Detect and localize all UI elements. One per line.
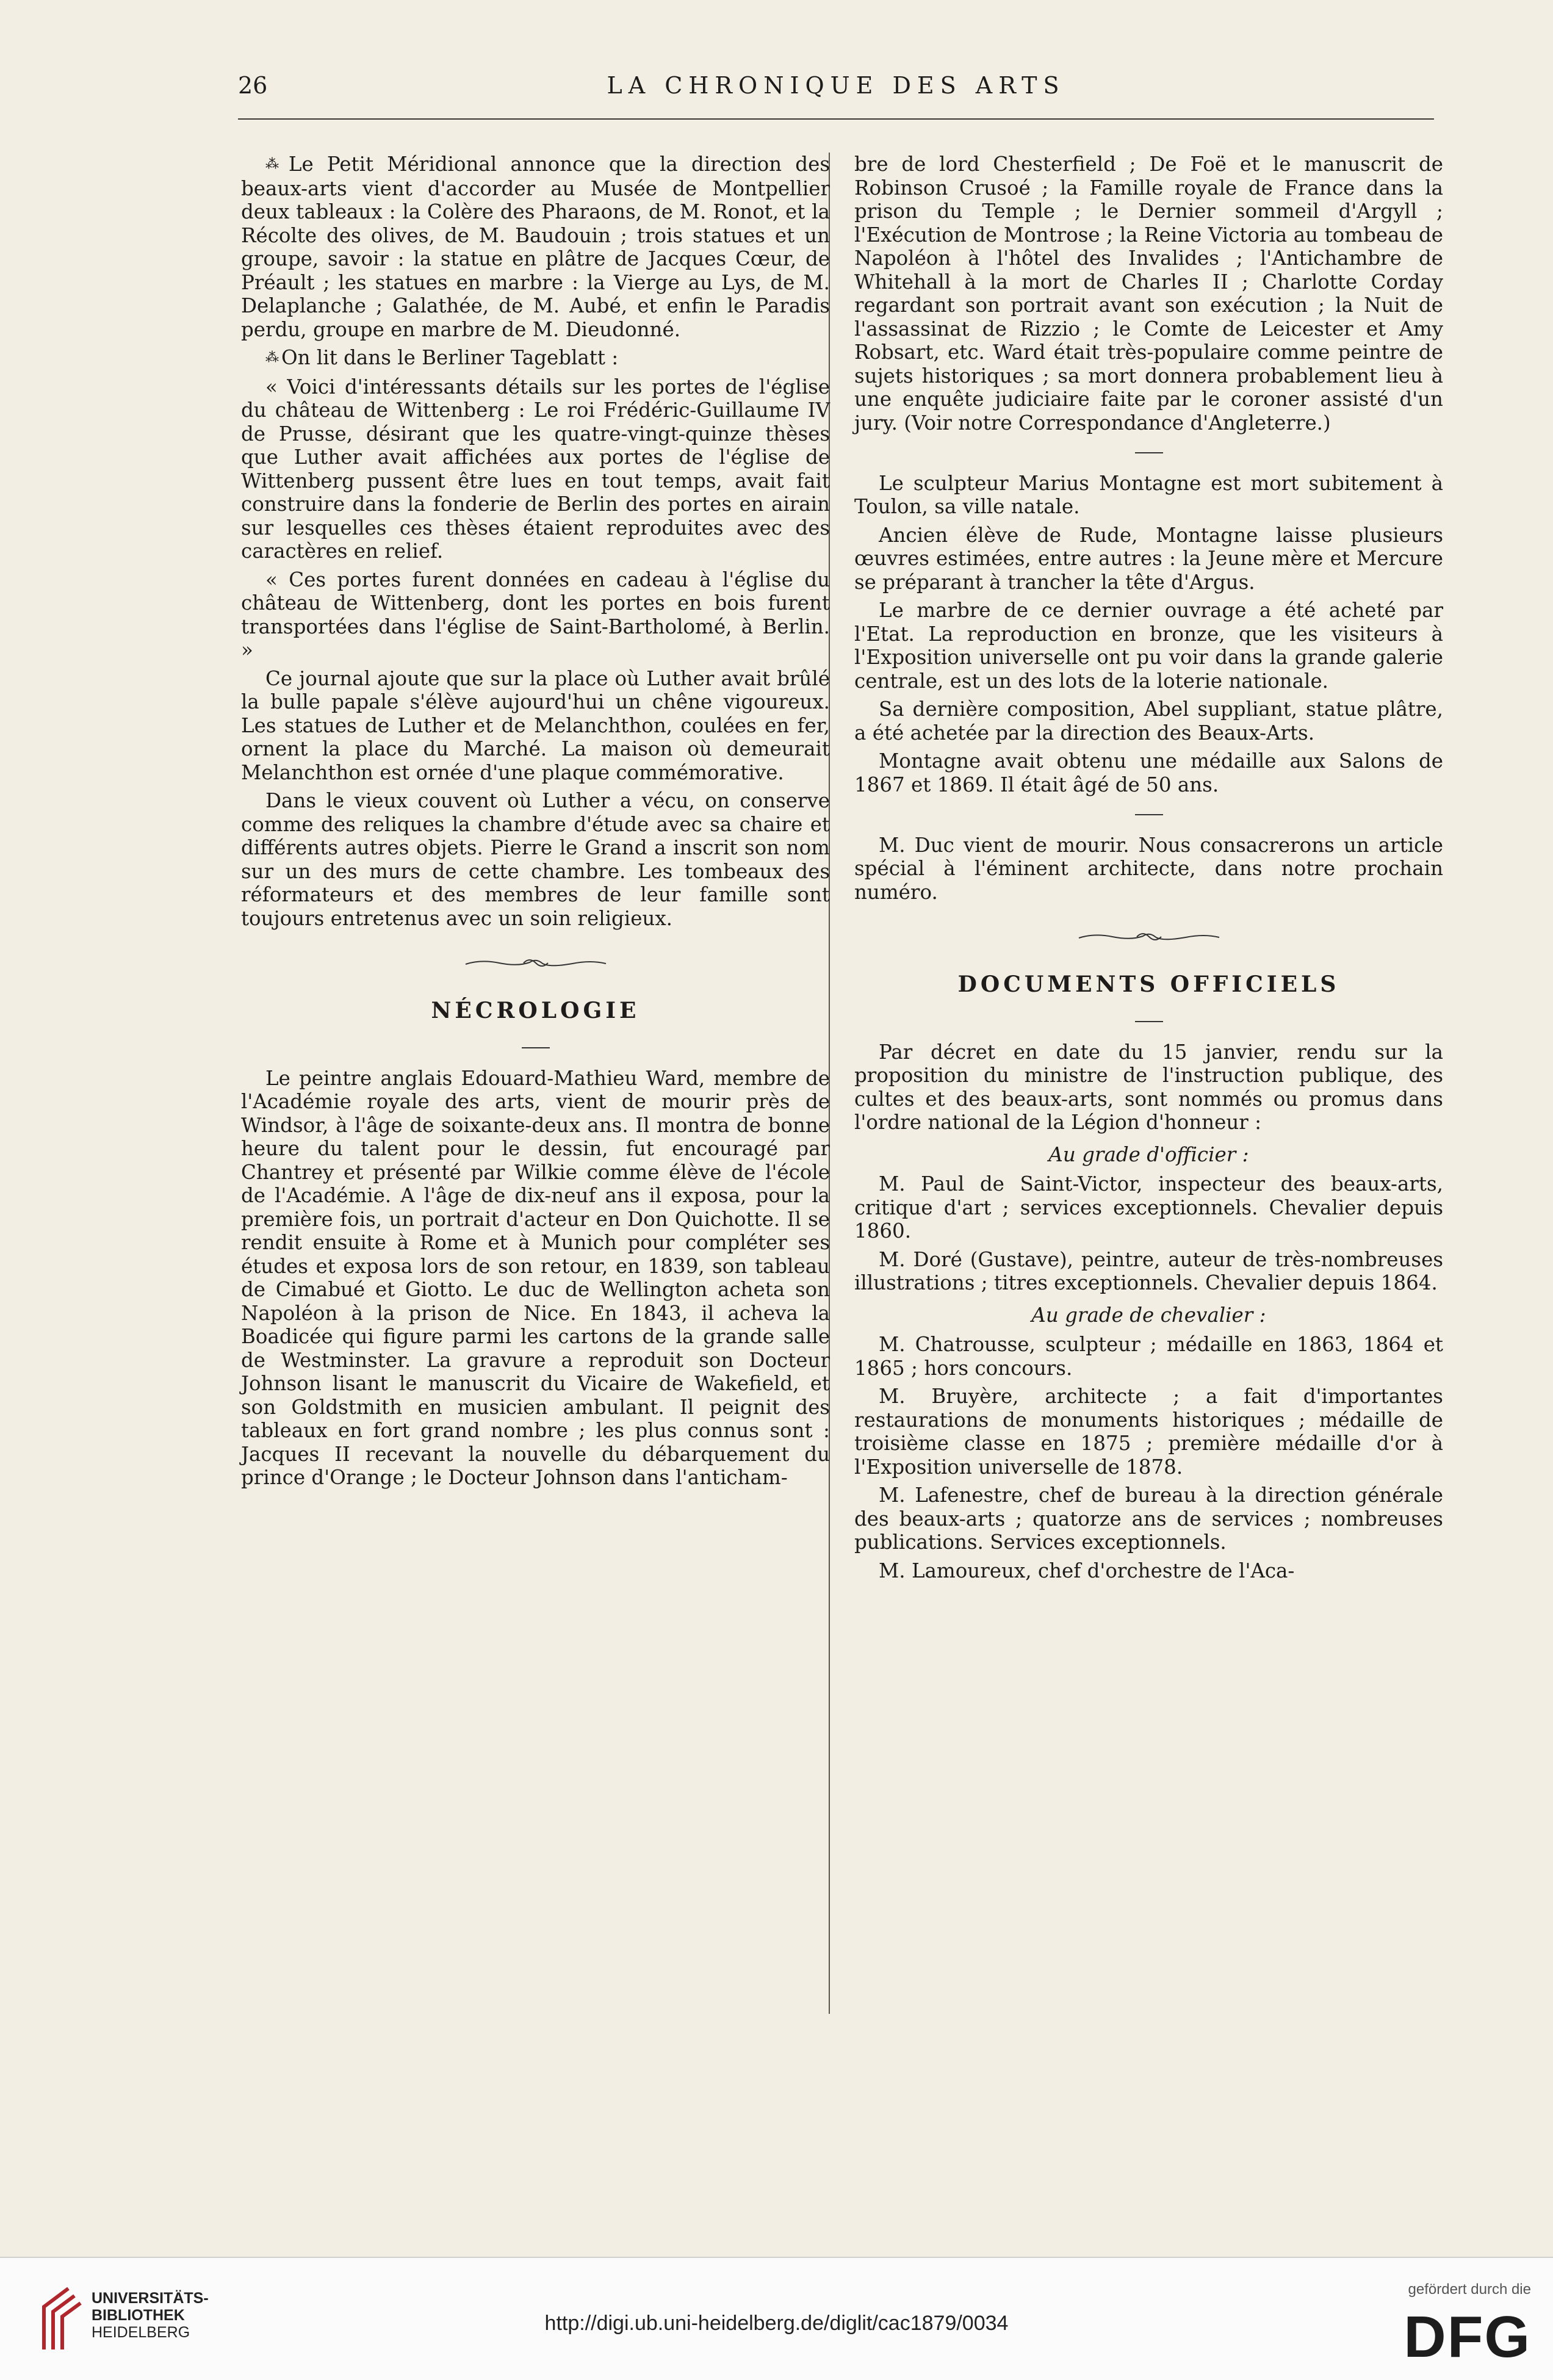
- subhead-chevalier: Au grade de chevalier :: [1031, 1303, 1266, 1327]
- chevalier-entry: M. Lafenestre, chef de bureau à la direction générale des beaux-arts ; quatorze ans de services ; nombreuses publications. Services exceptionnels.: [854, 1484, 1443, 1554]
- chevalier-entry: M. Bruyère, architecte ; a fait d'importantes restaurations de monuments historiques ; médaille de troisième classe en 1875 ; première médaille d'or à l'Exposition universelle de 1878.: [854, 1385, 1443, 1479]
- page-number: 26: [238, 72, 268, 99]
- divider-dash: [854, 439, 1443, 463]
- dfg-logo: DFG: [1403, 2304, 1531, 2370]
- news-item-berliner: ⁂ On lit dans le Berliner Tageblatt :: [265, 346, 619, 369]
- permalink-url[interactable]: http://digi.ub.uni-heidelberg.de/diglit/cac1879/0034: [544, 2312, 1009, 2335]
- digitization-footer: [0, 2257, 1553, 2380]
- asterism-icon: ⁂: [265, 157, 285, 172]
- left-column: [241, 153, 830, 1495]
- paragraph: Ce journal ajoute que sur la place où Luther avait brûlé la bulle papale s'élève aujourd'hui un chêne vigoureux. Les statues de Luther et de Melanchthon, coulées en fer, ornent la place du Marché. La maison où demeurait Melanchthon est ornée d'une plaque commémorative.: [241, 666, 830, 784]
- dfg-funding-label: gefördert durch die: [1408, 2281, 1531, 2298]
- duc-paragraph: M. Duc vient de mourir. Nous consacrerons un article spécial à l'éminent architecte, dans notre prochain numéro.: [854, 833, 1443, 904]
- paragraph: « Voici d'intéressants détails sur les portes de l'église du château de Wittenberg : Le roi Frédéric-Guillaume IV de Prusse, désirant que les quatre-vingt-quinze thèses que Luther avait affichées aux portes de l'église de Wittenberg pussent être lues en tout temps, avait fait construire dans la fonderie de Berlin des portes en airain sur lesquelles ces thèses étaient reproduites avec des caractères en relief.: [241, 375, 830, 563]
- chevalier-entry: M. Chatrousse, sculpteur ; médaille en 1863, 1864 et 1865 ; hors concours.: [854, 1333, 1443, 1380]
- divider-dash: [241, 1034, 830, 1058]
- flourish-ornament-icon: [854, 925, 1443, 948]
- divider-dash: [854, 801, 1443, 825]
- journal-title: LA CHRONIQUE DES ARTS: [607, 72, 1065, 99]
- ub-heidelberg-name: UNIVERSITÄTS- BIBLIOTHEK HEIDELBERG: [92, 2290, 209, 2341]
- header-rule: [238, 118, 1434, 120]
- news-item-montpellier: ⁂ Le Petit Méridional annonce que la direction des beaux-arts vient d'accorder au Musée de Montpellier deux tableaux : la Colère des Pharaons, de M. Ronot, et la Récolte des olives, de M. Baudouin ; trois statues et un groupe, savoir : la statue en plâtre de Jacques Cœur, de Préault ; les statues en marbre : la Vierge au Lys, de M. Delaplanche ; Galathée, de M. Aubé, et enfin le Paradis perdu, groupe en marbre de M. Dieudonné.: [241, 153, 831, 341]
- section-title-documents: DOCUMENTS OFFICIELS: [957, 971, 1340, 997]
- paragraph: « Ces portes furent données en cadeau à l'église du château de Wittenberg, dont les portes en bois furent transportées dans l'église de Saint-Bartholomé, à Berlin. »: [241, 568, 830, 662]
- necrologie-ward: Le peintre anglais Edouard-Mathieu Ward, membre de l'Académie royale des arts, vient de mourir près de Windsor, à l'âge de soixante-deux ans. Il montra de bonne heure du talent pour le dessin, fut encouragé par Chantrey et présenté par Wilkie comme élève de l'école de l'Académie. A l'âge de dix-neuf ans il exposa, pour la première fois, un portrait d'acteur en Don Quichotte. Il se rendit ensuite à Rome et à Munich pour compléter ses études et exposa lors de son retour, en 1839, son tableau de Cimabué et Giotto. Le duc de Wellington acheta son Napoléon à la prison de Nice. En 1843, il acheva la Boadicée qui figure parmi les cartons de la grande salle de Westminster. La gravure a reproduit son Docteur Johnson lisant le manuscrit du Vicaire de Wakefield, et son Goldstmith en musicien ambulant. Il peignit des tableaux en fort grand nombre ; les plus connus sont : Jacques II recevant la nouvelle du débarquement du prince d'Orange ; le Docteur Johnson dans l'anticham-: [241, 1066, 830, 1489]
- montagne-paragraph: Ancien élève de Rude, Montagne laisse plusieurs œuvres estimées, entre autres : la Jeune mère et Mercure se préparant à trancher la tête d'Argus.: [854, 523, 1443, 594]
- running-head: [238, 72, 1434, 109]
- chevalier-entry: M. Lamoureux, chef d'orchestre de l'Aca-: [879, 1559, 1295, 1582]
- montagne-paragraph: Montagne avait obtenu une médaille aux Salons de 1867 et 1869. Il était âgé de 50 ans.: [854, 749, 1443, 796]
- decret-paragraph: Par décret en date du 15 janvier, rendu sur la proposition du ministre de l'instruction publique, des cultes et des beaux-arts, sont nommés ou promus dans l'ordre national de la Légion d'honneur :: [854, 1040, 1443, 1134]
- montagne-paragraph: Le marbre de ce dernier ouvrage a été acheté par l'Etat. La reproduction en bronze, que les visiteurs à l'Exposition universelle ont pu voir dans la grande galerie centrale, est un des lots de la loterie nationale.: [854, 599, 1443, 693]
- paragraph: Dans le vieux couvent où Luther a vécu, on conserve comme des reliques la chambre d'étude avec sa chaire et différents autres objets. Pierre le Grand a inscrit son nom sur un des murs de cette chambre. Les tombeaux des réformateurs et des membres de leur famille sont toujours entretenus avec un soin religieux.: [241, 789, 830, 930]
- section-title-necrologie: NÉCROLOGIE: [431, 997, 640, 1023]
- divider-dash: [854, 1008, 1443, 1032]
- flourish-ornament-icon: [241, 951, 830, 975]
- officier-entry: M. Paul de Saint-Victor, inspecteur des beaux-arts, critique d'art ; services exceptionnels. Chevalier depuis 1860.: [854, 1172, 1443, 1242]
- officier-entry: M. Doré (Gustave), peintre, auteur de très-nombreuses illustrations ; titres exceptionnels. Chevalier depuis 1864.: [854, 1247, 1443, 1294]
- montagne-paragraph: Sa dernière composition, Abel suppliant, statue plâtre, a été achetée par la direction des Beaux-Arts.: [854, 698, 1443, 745]
- ward-continued: bre de lord Chesterfield ; De Foë et le manuscrit de Robinson Crusoé ; la Famille royale de France dans la prison du Temple ; le Dernier sommeil d'Argyll ; l'Exécution de Montrose ; la Reine Victoria au tombeau de Napoléon à l'hôtel des Invalides ; l'Antichambre de Whitehall à la mort de Charles II ; Charlotte Corday regardant son portrait avant son exécution ; la Nuit de l'assassinat de Rizzio ; le Comte de Leicester et Amy Robsart, etc. Ward était très-populaire comme peintre de sujets historiques ; sa mort donnera probablement lieu à une enquête judiciaire faite par le coroner assisté d'un jury. (Voir notre Correspondance d'Angleterre.): [854, 153, 1443, 435]
- right-column: [854, 153, 1443, 1587]
- asterism-icon: ⁂: [265, 350, 278, 366]
- montagne-paragraph: Le sculpteur Marius Montagne est mort subitement à Toulon, sa ville natale.: [854, 471, 1443, 518]
- subhead-officier: Au grade d'officier :: [1048, 1142, 1249, 1166]
